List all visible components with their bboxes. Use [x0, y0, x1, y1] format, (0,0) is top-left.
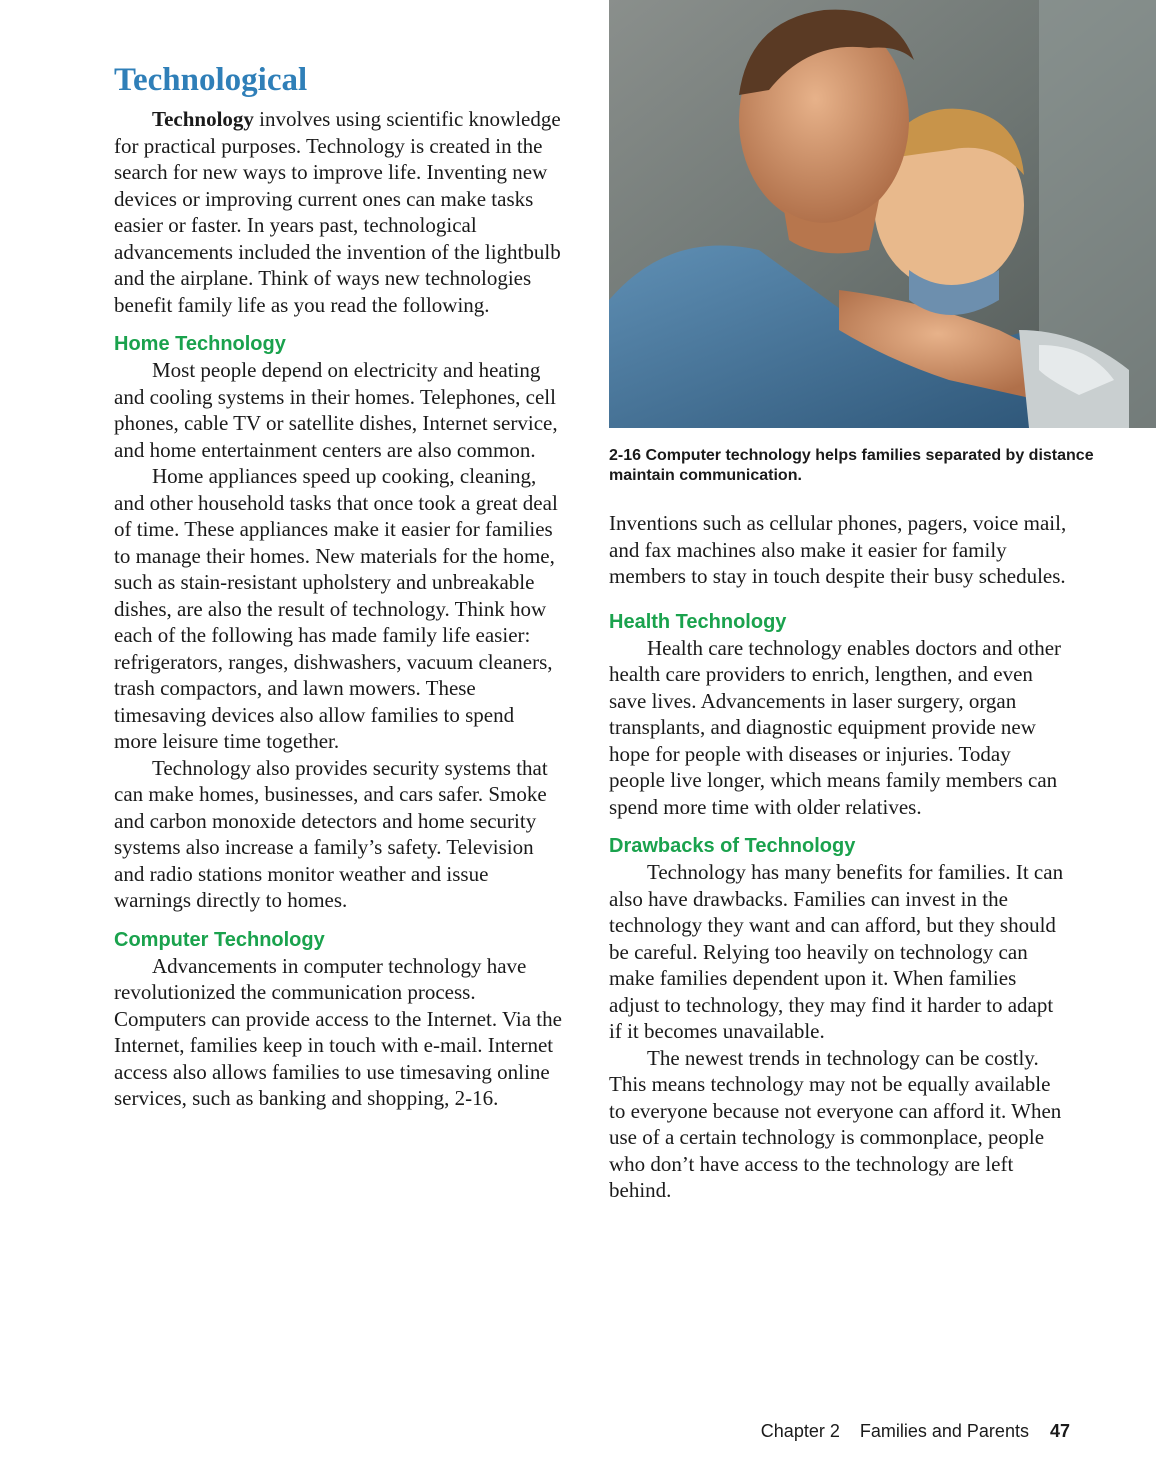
computer-paragraph-2: Inventions such as cellular phones, pagers, voice mail, and fax machines also make it easier for family members to stay in touch despite their busy schedules.: [609, 511, 1067, 588]
footer-title: Families and Parents: [859, 1421, 1029, 1441]
intro-text: involves using scientific knowledge for practical purposes. Technology is created in the search for new ways to improve life. Inventing new devices or improving current ones can make tasks easier or faster. In years past, technological advancements included the invention of the lightbulb and the airplane. Think of ways new technologies benefit family life as you read the following.: [114, 107, 561, 317]
figure-photo: [609, 0, 1156, 428]
right-column: [609, 510, 1069, 1204]
health-paragraph-1: Health care technology enables doctors and other health care providers to enrich, lengthen, and even save lives. Advancements in laser surgery, organ transplants, and diagnostic equipment provide new hope for people with diseases or injuries. Today people live longer, which means family members can spend more time with older relatives.: [609, 635, 1062, 819]
home-paragraph-1: Most people depend on electricity and heating and cooling systems in their homes. Telephones, cell phones, cable TV or satellite dishes, Internet service, and home entertainment centers are also common.: [114, 358, 558, 462]
figure-caption: 2-16 Computer technology helps families separated by distance maintain communication.: [609, 447, 1094, 484]
intro-paragraph: [114, 106, 562, 318]
page-footer: [761, 1421, 1070, 1442]
computer-technology-heading: Computer Technology: [114, 928, 325, 951]
health-technology-heading: Health Technology: [609, 610, 787, 633]
key-term: Technology: [152, 107, 254, 131]
drawbacks-heading: Drawbacks of Technology: [609, 835, 856, 857]
home-technology-heading: Home Technology: [114, 333, 286, 355]
computer-paragraph-1: Advancements in computer technology have revolutionized the communication process. Computers can provide access to the Internet. Via the Internet, families keep in touch with e-mail. Internet access also allows families to use timesaving online services, such as banking and shopping, 2-16.: [114, 953, 562, 1110]
home-paragraph-3: Technology also provides security systems that can make homes, businesses, and cars safer. Smoke and carbon monoxide detectors and home security systems also increase a family’s safety. Television and radio stations monitor weather and issue warnings directly to homes.: [114, 755, 548, 912]
page-number: 47: [1049, 1421, 1070, 1441]
father-son-computer-image: [609, 0, 1156, 428]
left-column: [114, 60, 562, 1112]
home-paragraph-2: Home appliances speed up cooking, cleaning, and other household tasks that once took a great deal of time. These appliances make it easier for families to manage their homes. New materials for the home, such as stain-resistant upholstery and unbreakable dishes, are also the result of technology. Think how each of the following has made family life easier: refrigerators, ranges, dishwashers, vacuum cleaners, trash compactors, and lawn mowers. These timesaving devices also allow families to spend more leisure time together.: [114, 464, 558, 753]
section-heading: Technological: [114, 62, 308, 98]
drawbacks-paragraph-2: The newest trends in technology can be costly. This means technology may not be equally available to everyone because not everyone can afford it. When use of a certain technology is commonplace, people who don’t have access to the technology are left behind.: [609, 1045, 1062, 1202]
drawbacks-paragraph-1: Technology has many benefits for families. It can also have drawbacks. Families can invest in the technology they want and can afford, but they should be careful. Relying too heavily on technology can make families dependent upon it. When families adjust to technology, they may find it harder to adapt if it becomes unavailable.: [609, 860, 1064, 1043]
footer-chapter: Chapter 2: [760, 1421, 840, 1441]
